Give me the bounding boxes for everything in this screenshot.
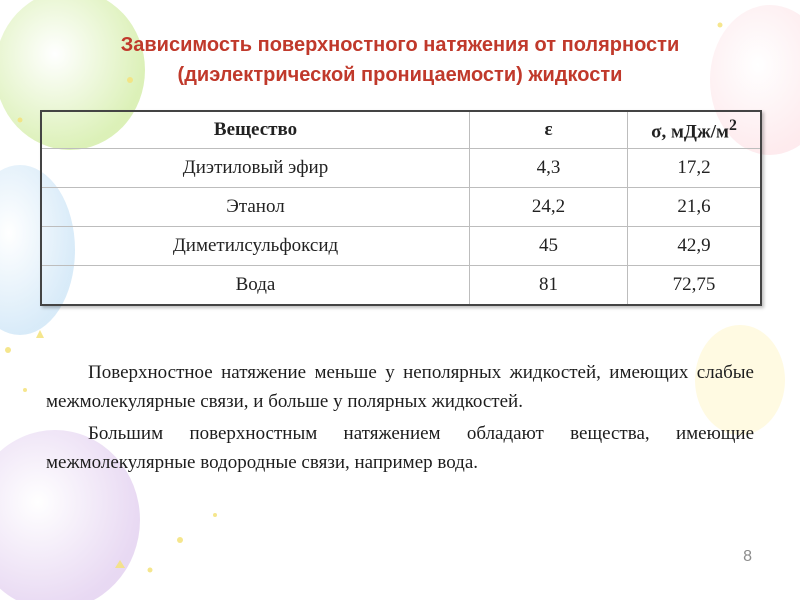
slide-title bbox=[40, 30, 760, 90]
cell-substance: Вода bbox=[41, 266, 470, 306]
title-line-2: (диэлектрической проницаемости) жидкости bbox=[177, 64, 623, 86]
paragraph: Большим поверхностным натяжением обладают вещества, имеющие межмолекулярные водородные связи, например вода. bbox=[46, 423, 754, 473]
cell-sigma: 42,9 bbox=[628, 227, 762, 266]
page-number: 8 bbox=[743, 548, 752, 565]
explanation-text bbox=[46, 358, 754, 480]
cell-sigma: 72,75 bbox=[628, 266, 762, 306]
table-row bbox=[41, 188, 761, 227]
header-sigma bbox=[628, 111, 762, 149]
header-epsilon: ε bbox=[470, 111, 628, 149]
table-row bbox=[41, 149, 761, 188]
surface-tension-table bbox=[40, 110, 762, 306]
paragraph: Поверхностное натяжение меньше у неполярных жидкостей, имеющих слабые межмолекулярные связи, и больше у полярных жидкостей. bbox=[46, 362, 754, 412]
header-substance: Вещество bbox=[41, 111, 470, 149]
cell-substance: Диметилсульфоксид bbox=[41, 227, 470, 266]
header-sigma-superscript: 2 bbox=[728, 116, 737, 134]
title-line-1: Зависимость поверхностного натяжения от полярности bbox=[120, 34, 680, 56]
cell-substance: Этанол bbox=[41, 188, 470, 227]
cell-epsilon: 45 bbox=[470, 227, 628, 266]
table-row bbox=[41, 227, 761, 266]
cell-epsilon: 4,3 bbox=[470, 149, 628, 188]
header-sigma-label: σ, мДж/м bbox=[651, 121, 729, 143]
table-row bbox=[41, 266, 761, 306]
cell-epsilon: 24,2 bbox=[470, 188, 628, 227]
cell-sigma: 21,6 bbox=[628, 188, 762, 227]
cell-epsilon: 81 bbox=[470, 266, 628, 306]
cell-sigma: 17,2 bbox=[628, 149, 762, 188]
cell-substance: Диэтиловый эфир bbox=[41, 149, 470, 188]
table-header-row bbox=[41, 111, 761, 149]
